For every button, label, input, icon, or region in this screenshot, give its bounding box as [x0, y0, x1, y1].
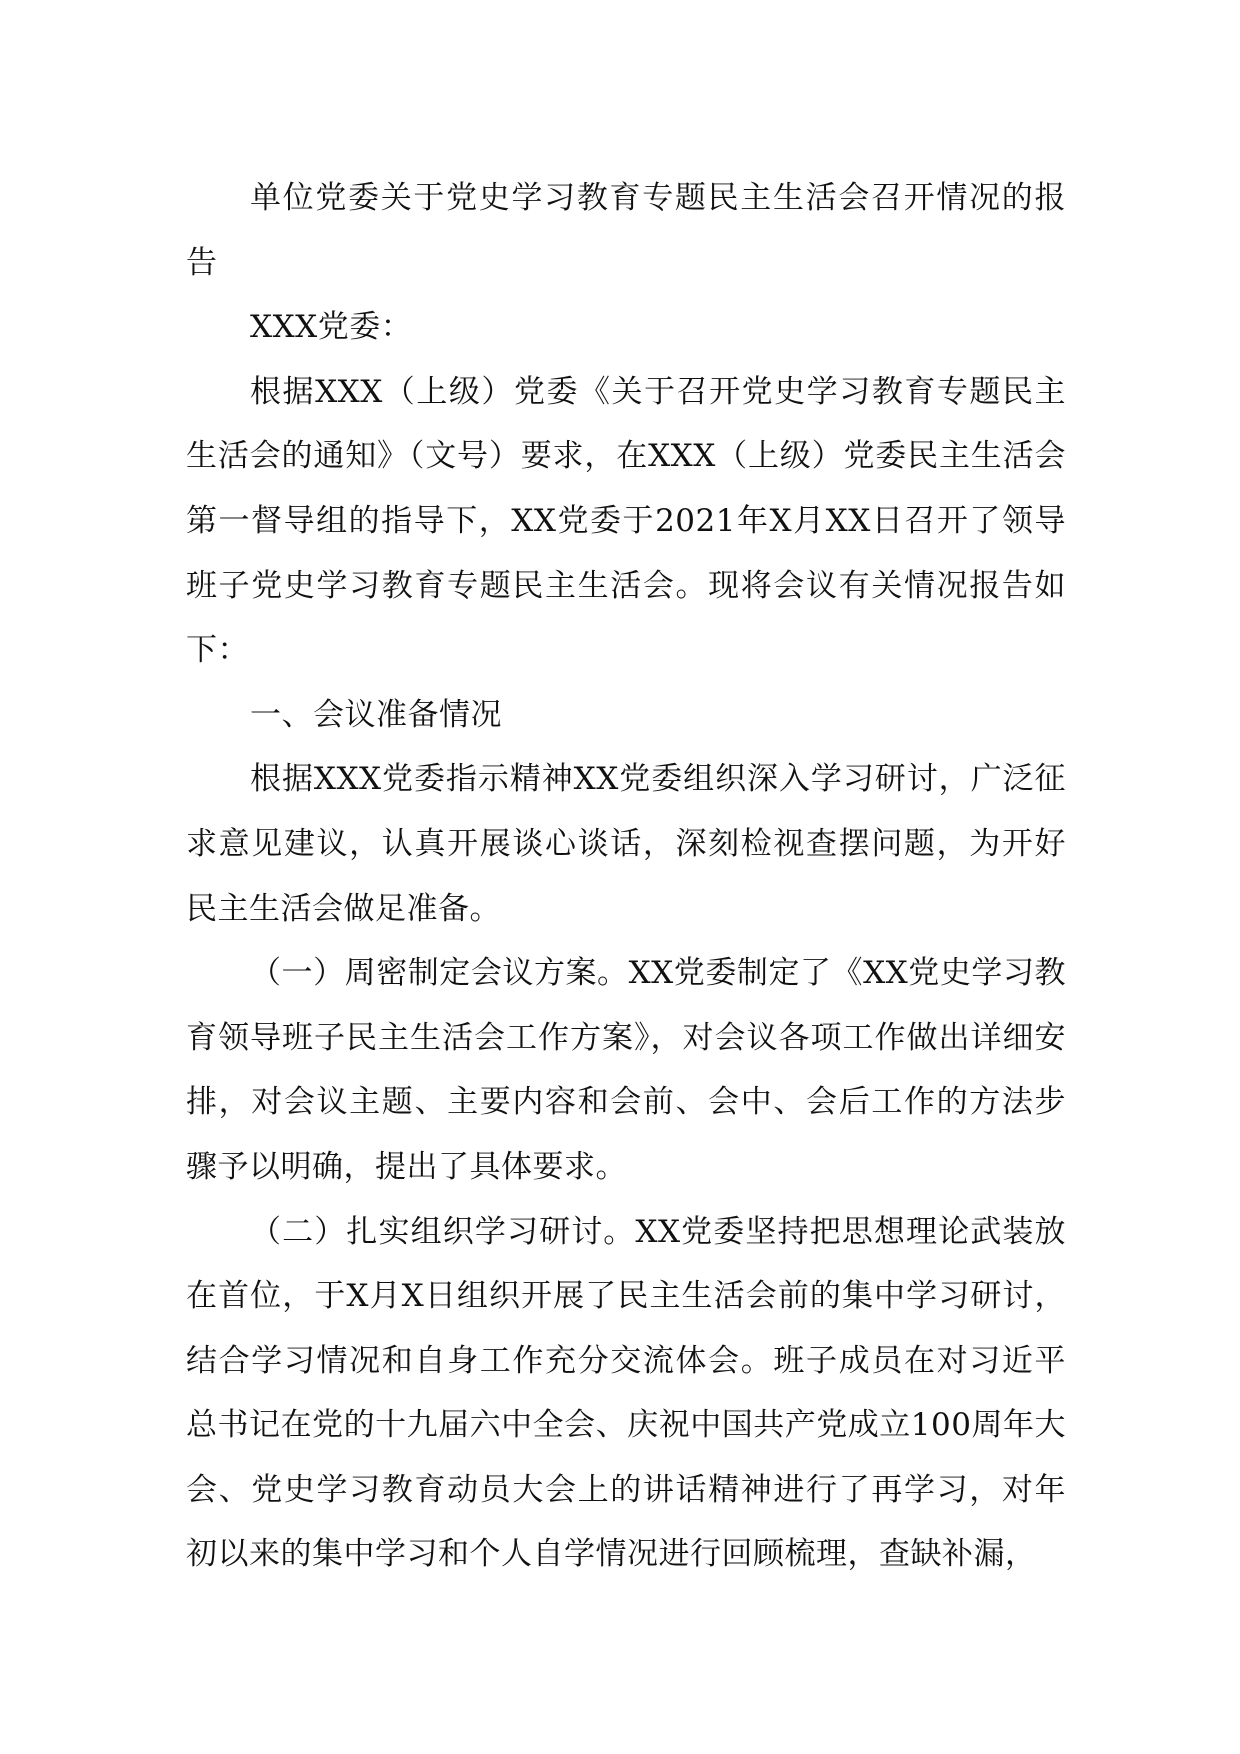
document-body: [186, 166, 1066, 1587]
paragraph-intro: 根据XXX（上级）党委《关于召开党史学习教育专题民主生活会的通知》（文号）要求，在XXX（上级）党委民主生活会第一督导组的指导下，XX党委于2021年X月XX日召开了领导班子党史学习教育专题民主生活会。现将会议有关情况报告如下：: [186, 373, 1066, 669]
salutation: XXX党委：: [250, 309, 413, 346]
section-heading-1: 一、会议准备情况: [250, 696, 502, 733]
paragraph-item-2: （二）扎实组织学习研讨。XX党委坚持把思想理论武装放在首位，于X月X日组织开展了民主生活会前的集中学习研讨，结合学习情况和自身工作充分交流体会。班子成员在对习近平总书记在党的十九届六中全会、庆祝中国共产党成立100周年大会、党史学习教育动员大会上的讲话精神进行了再学习，对年初以来的集中学习和个人自学情况进行回顾梳理，查缺补漏，: [186, 1213, 1066, 1573]
paragraph-item-1: （一）周密制定会议方案。XX党委制定了《XX党史学习教育领导班子民主生活会工作方案》，对会议各项工作做出详细安排，对会议主题、主要内容和会前、会中、会后工作的方法步骤予以明确，提出了具体要求。: [186, 955, 1066, 1185]
document-title: 单位党委关于党史学习教育专题民主生活会召开情况的报告: [186, 180, 1066, 281]
paragraph-section-1-intro: 根据XXX党委指示精神XX党委组织深入学习研讨，广泛征求意见建议，认真开展谈心谈话，深刻检视查摆问题，为开好民主生活会做足准备。: [186, 761, 1066, 927]
